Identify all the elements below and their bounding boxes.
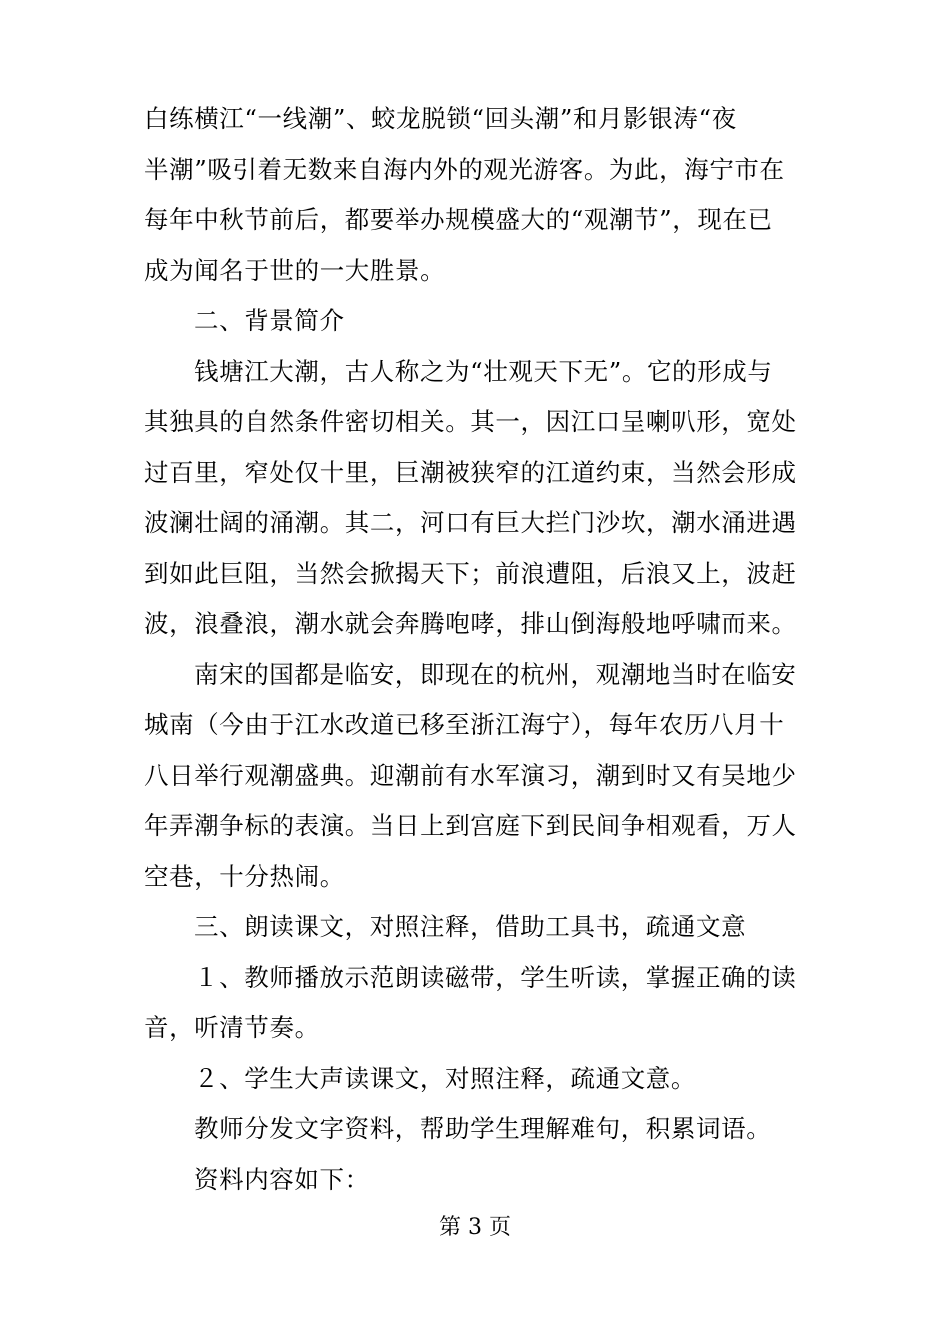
section-heading: 三、朗读课文，对照注释，借助工具书，疏通文意 xyxy=(194,912,747,941)
text-line: 半潮”吸引着无数来自海内外的观光游客。为此，海宁市在 xyxy=(144,154,785,184)
text-line: 教师分发文字资料，帮助学生理解难句，积累词语。 xyxy=(194,1114,772,1143)
text-line: 成为闻名于世的一大胜景。 xyxy=(144,255,446,285)
page-number: 第 3 页 xyxy=(439,1215,511,1240)
text-line: 每年中秋节前后，都要举办规模盛大的“观潮节”，现在已 xyxy=(144,205,773,234)
text-line: 年弄潮争标的表演。当日上到宫庭下到民间争相观看，万人 xyxy=(144,811,797,840)
section-heading: 二、背景简介 xyxy=(194,306,345,335)
text-line: 城南（今由于江水改道已移至浙江海宁），每年农历八月十 xyxy=(144,710,785,739)
text-line: 音，听清节奏。 xyxy=(144,1013,320,1042)
text-line: 八日举行观潮盛典。迎潮前有水军演习，潮到时又有吴地少 xyxy=(144,760,797,790)
text-line: 资料内容如下： xyxy=(194,1164,370,1194)
text-line: 波，浪叠浪，潮水就会奔腾咆哮，排山倒海般地呼啸而来。 xyxy=(144,609,797,638)
text-line: 空巷，十分热闹。 xyxy=(144,861,345,891)
text-line: 南宋的国都是临安，即现在的杭州，观潮地当时在临安 xyxy=(194,659,797,689)
text-line: ２、学生大声读课文，对照注释，疏通文意。 xyxy=(194,1063,696,1093)
text-line: 钱塘江大潮，古人称之为“壮观天下无”。它的形成与 xyxy=(194,356,773,386)
text-line: 其独具的自然条件密切相关。其一，因江口呈喇叭形，宽处 xyxy=(144,407,797,436)
text-line: １、教师播放示范朗读磁带，学生听读，掌握正确的读 xyxy=(194,962,797,992)
text-line: 波澜壮阔的涌潮。其二，河口有巨大拦门沙坎，潮水涌进遇 xyxy=(144,508,797,537)
document-body xyxy=(144,94,814,1205)
text-line: 到如此巨阻，当然会掀揭天下；前浪遭阻，后浪又上，波赶 xyxy=(144,558,797,588)
text-line: 过百里，窄处仅十里，巨潮被狭窄的江道约束，当然会形成 xyxy=(144,457,797,487)
text-line: 白练横江“一线潮”、蛟龙脱锁“回头潮”和月影银涛“夜 xyxy=(144,104,737,133)
